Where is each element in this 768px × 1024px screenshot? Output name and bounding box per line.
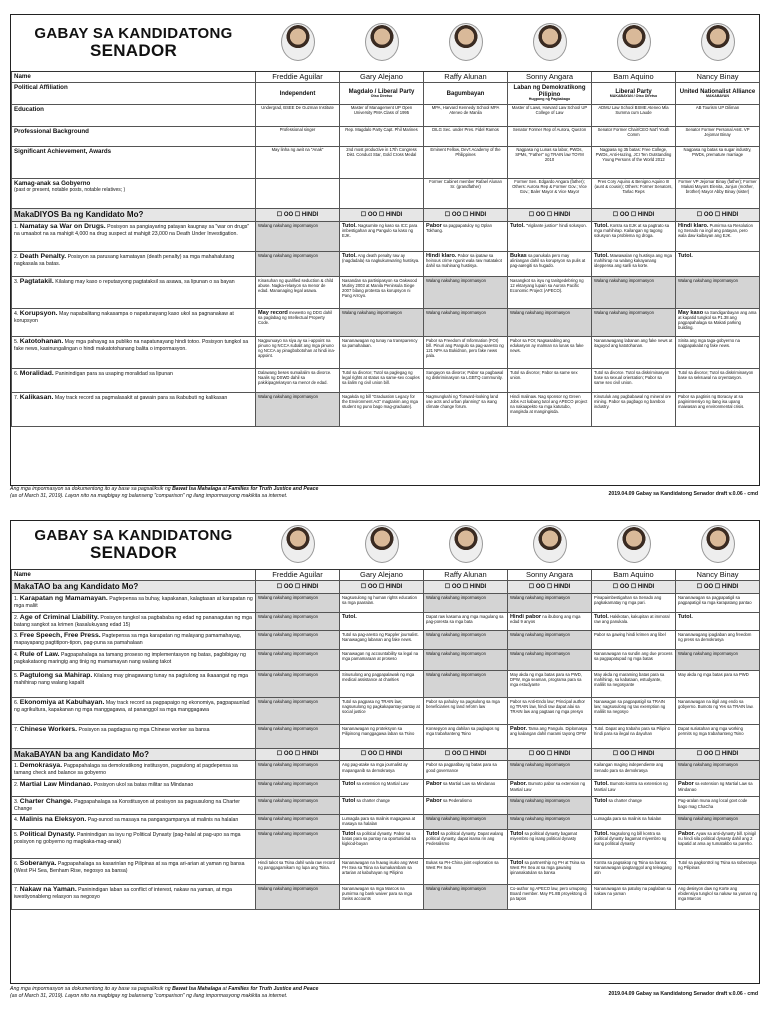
answer-cell: Walang nakuhang impormasyon bbox=[256, 251, 340, 276]
oo-hindi-checkbox[interactable]: ☐ OO ☐ HINDI bbox=[424, 209, 508, 221]
answer-cell: Ang pag-atake sa mga journalist ay mapanganib sa demokrasya bbox=[340, 761, 424, 780]
answer-cell: May akda ng mga batas para sa PWD, DPW, mga seaman, programa para sa mga estudyante bbox=[508, 670, 592, 697]
guide-table-1 bbox=[11, 15, 760, 427]
background-cell: Senator Former Personal Asst. VP Jejomar Binay bbox=[676, 127, 760, 147]
answer-cell: Tutol sa divorce. Tutol sa diskriminasyon base sa sexual orientation; Pabor sa same sex civil union. bbox=[592, 368, 676, 392]
relatives-cell: Former Cabinet member Rafael Alunan Sr. (grandfather) bbox=[424, 179, 508, 209]
achievement-cell: Eminent Fellow, Dev't Academy of the Philippines bbox=[424, 147, 508, 179]
answer-cell: Tutol. Ang death penalty raw ay (nagdadala) sa nagkukunwaring hustisya. bbox=[340, 251, 424, 276]
question-cell: 3. Pagtatakil. Kilalang may kaso o reputasyong pagtataksil sa asawa, sa lipunan o sa bayan bbox=[12, 276, 256, 308]
answer-cell: Tutol sa extension ng Martial Law bbox=[340, 780, 424, 797]
question-row bbox=[12, 308, 760, 336]
candidate-photo bbox=[449, 525, 483, 563]
answer-cell: Tutol sa political dynasty. Pabor sa batas para sa pantay na oportunidad sa kigkiod-bayan bbox=[340, 829, 424, 858]
answer-cell: Nananawagang ipaglaban ang freedom ng press sa demokrasya bbox=[676, 630, 760, 649]
answer-cell: Walang nakuhang impormasyon bbox=[256, 593, 340, 612]
oo-hindi-checkbox[interactable]: ☐ OO ☐ HINDI bbox=[676, 748, 760, 760]
answer-cell: Ang desisyon daw ng Korte ang ebidensiya tungkol sa nakaw na yaman ng mga Marcos bbox=[676, 884, 760, 909]
question-row bbox=[12, 649, 760, 670]
question-cell: 7. Kalikasan. May track record sa pagmalasakit at gawain para sa ikabubuti ng kalikasan bbox=[12, 392, 256, 426]
answer-cell: Tutol. Dapat ang trabaho para sa Pilipino hindi para sa ilegal na dayuhan bbox=[592, 724, 676, 748]
answer-cell: Sinita ang mga taga-gobyerno na nagpapakalat ng fake news. bbox=[676, 336, 760, 368]
question-cell: 4. Malinis na Eleksyon. Pag-sunod sa masaya na pangangampanya at malinis na halalan bbox=[12, 814, 256, 829]
question-row bbox=[12, 630, 760, 649]
oo-hindi-checkbox[interactable]: ☐ OO ☐ HINDI bbox=[592, 581, 676, 593]
answer-cell: Walang nakuhang impormasyon bbox=[508, 593, 592, 612]
answer-cell: Nagmungkahi ng "forward-looking land use acts and urban planning" sa isang climate change forum. bbox=[424, 392, 508, 426]
answer-cell: Walang nakuhang impormasyon bbox=[676, 649, 760, 670]
question-row bbox=[12, 392, 760, 426]
question-row bbox=[12, 276, 760, 308]
answer-cell: Pabor sa gawing hindi krimen ang libel bbox=[592, 630, 676, 649]
relatives-cell: Pres Cory Aquino & Benigno Aquino III (aunt & cousin); Others: Former Senators, Tarlac Reps bbox=[592, 179, 676, 209]
oo-hindi-checkbox[interactable]: ☐ OO ☐ HINDI bbox=[256, 748, 340, 760]
answer-cell: Hindi klaro. Pabor sa ipataw sa heinous crime ngunit wala raw matatakot dahil sa mahinang hustisya. bbox=[424, 251, 508, 276]
answer-cell: Kontra sa pagsakop ng Tsina sa bansa; Nananawagan ipagtanggol ang teleagang atin bbox=[592, 858, 676, 884]
title-line-2: SENADOR bbox=[89, 40, 178, 60]
oo-hindi-checkbox[interactable]: ☐ OO ☐ HINDI bbox=[676, 581, 760, 593]
answer-cell: Dalawang beses sumailalim sa divorce. Naalis ng DSWD dahil sa pakikipagrelasyon sa menor de edad. bbox=[256, 368, 340, 392]
answer-cell: Bukas sa PH-China joint exploration sa West PH Sea bbox=[424, 858, 508, 884]
question-cell: 1. Namatay sa War on Drugs. Posisyon sa pangiayaring patayan kaugnay sa "war on drugs" na umaabot na sa mahigit 4,000 na drug suspect at mahigit 23,000 na Death Under Investigation. bbox=[12, 221, 256, 251]
answer-cell: Nagpunuayo na siya ay sa i-appoint na pinuno ng NCCA subalit ang mga pinuno ng NCCA ay pinagbobotohan at hindi ina-appoint. bbox=[256, 336, 340, 368]
oo-hindi-checkbox[interactable]: ☐ OO ☐ HINDI bbox=[256, 581, 340, 593]
oo-hindi-checkbox[interactable]: ☐ OO ☐ HINDI bbox=[340, 581, 424, 593]
section-title: MakaTAO ba ang Kandidato Mo? bbox=[12, 581, 256, 593]
answer-cell: Hindi pabor na ibubong ang mga edad 9 anyos bbox=[508, 612, 592, 630]
title-line-2: SENADOR bbox=[89, 542, 178, 562]
answer-cell: Pabor sa pahuloy na pagsulong sa mga beneficiaries ng land reform law bbox=[424, 697, 508, 724]
row-label-achievement: Significant Achievement, Awards bbox=[12, 147, 256, 179]
candidate-photo bbox=[617, 525, 651, 563]
question-cell: 1. Demokrasya. Pagpapahalaga sa demokratikong institusyon, pagsulong at pagdepensa sa tamang check and balance sa gobyerno bbox=[12, 761, 256, 780]
answer-cell: Pabor. Bumoto pabor sa extension ng Martial Law bbox=[508, 780, 592, 797]
education-cell: MPA, Harvard Kennedy School MPA Ateneo de Manila bbox=[424, 105, 508, 127]
answer-cell: Walang nakuhang impormasyon bbox=[256, 630, 340, 649]
row-label-background: Professional Background bbox=[12, 127, 256, 147]
candidate-photo bbox=[617, 23, 651, 61]
question-cell: 3. Free Speech, Free Press. Pagtepensa sa mga karapatan ng malayang pamamahayag, mapayapang pagtitipon-tipon, pag-puna sa pamahalaan bbox=[12, 630, 256, 649]
section-title: MakaDIYOS Ba ng Kandidato Mo? bbox=[12, 209, 256, 221]
answer-cell: Tutol sa political dynasty bagamat miyembro ng isang political dynasty bbox=[508, 829, 592, 858]
title-line-1: GABAY SA KANDIDATONG bbox=[34, 24, 233, 42]
oo-hindi-checkbox[interactable]: ☐ OO ☐ HINDI bbox=[340, 748, 424, 760]
question-cell: 6. Ekonomiya at Kabuhayan. May track record sa pagpapaigo ng ekonomiya, pagpapaunlad ng agrikultura, kapakanan ng mga manggagawa, at pananggol sa mga manggagawa bbox=[12, 697, 256, 724]
page-2 bbox=[10, 520, 760, 984]
question-row bbox=[12, 221, 760, 251]
answer-cell: Walang nakuhang impormasyon bbox=[256, 670, 340, 697]
answer-cell: Walang nakuhang impormasyon bbox=[256, 814, 340, 829]
education-cell: Undergrad, BSEE De Guzman Institute bbox=[256, 105, 340, 127]
answer-cell: May akda ng maraming batas para sa mahihirap, sa kabataan, estudyante, maliliit na negosyante bbox=[592, 670, 676, 697]
answer-cell: May kaso sa Sandiganbayan ang ama at kapatid tungkol sa P1.38 ang pagpapahalaga sa Makati parking building. bbox=[676, 308, 760, 336]
answer-cell: Walang nakuhang impormasyon bbox=[592, 308, 676, 336]
title-block bbox=[12, 15, 256, 71]
party-cell: United Nationalist Alliance MAKABAYAN bbox=[676, 83, 760, 105]
answer-cell: Tutol sa partnership ng PH at Tsina sa West PH Sea at sa mga gawaing ipinanakatulan sa bansa bbox=[508, 858, 592, 884]
achievement-cell: May linha ng awit na "Anak" bbox=[256, 147, 340, 179]
candidate-photo bbox=[281, 23, 315, 61]
answer-cell: Sangayon sa divorce; Pabor sa pagbawal ng diskriminasyon sa LGBTQ community. bbox=[424, 368, 508, 392]
candidate-photo bbox=[365, 23, 399, 61]
candidate-photo bbox=[701, 23, 735, 61]
candidate-name: Sonny Angara bbox=[508, 71, 592, 83]
relatives-cell bbox=[256, 179, 340, 209]
row-label-education: Education bbox=[12, 105, 256, 127]
answer-cell: Pabor sa pagpapatuloy ng Oplan Tokhang. bbox=[424, 221, 508, 251]
footer-note: Ang mga impormasyon sa dokumentong ito ay base sa pagsaliksik ng Bawat Isa Mahalaga at Families for Truth Justice and Peace (as of March 31, 2019). Layon nito na magbigay ng balanseng "comparison" ng ilang impormasyong makikita sa internet. bbox=[10, 986, 319, 999]
answer-cell: Walang nakuhang impormasyon bbox=[424, 884, 508, 909]
candidate-name: Sonny Angara bbox=[508, 569, 592, 581]
party-cell: Laban ng Demokratikong Pilipino Hugpong ng Pagbabago bbox=[508, 83, 592, 105]
education-cell: Master of Management UP Open University PMA Class of 1995 bbox=[340, 105, 424, 127]
candidate-photo bbox=[533, 23, 567, 61]
answer-cell: Walang nakuhang impormasyon bbox=[424, 593, 508, 612]
background-cell: Senator Former Chair/CEO Nat'l Youth Comm bbox=[592, 127, 676, 147]
answer-cell: Tutol sa pag-aresto ng Rappler journalist. Nanawagang labanan ang fake news. bbox=[340, 630, 424, 649]
answer-cell: Pabor sa Pederalismo bbox=[424, 797, 508, 814]
oo-hindi-checkbox[interactable]: ☐ OO ☐ HINDI bbox=[592, 209, 676, 221]
party-cell: Bagumbayan bbox=[424, 83, 508, 105]
answer-cell: Pabor sa pagpatibay ng batas para sa good governance bbox=[424, 761, 508, 780]
footer-note: Ang mga impormasyon sa dokumentong ito ay base sa pagsaliksik ng Bawat Isa Mahalaga at Families for Truth Justice and Peace (as of March 31, 2019). Layon nito na magbigay ng balanseng "comparison" ng ilang impormasyong makikita sa internet. bbox=[10, 486, 319, 499]
answer-cell: Walang nakuhang impormasyon bbox=[676, 814, 760, 829]
education-cell: AB Tourism UP Diliman bbox=[676, 105, 760, 127]
candidate-photo bbox=[533, 525, 567, 563]
answer-cell: Nananawagan sa mga Marcos na pumirma ng bank waiver para sa mga Swiss accounts bbox=[340, 884, 424, 909]
question-row bbox=[12, 797, 760, 814]
question-row bbox=[12, 593, 760, 612]
answer-cell: Tutol. Kontra sa EJK at sa pagtrato sa mga mahihirap. Kailangan ng tagong solusyon sa problema ng droga. bbox=[592, 221, 676, 251]
answer-cell: Hindi malinaw. Nag sponsor ng Green Jobs Act kabang tutol ang APECO project na nakaapekto sa mga katutubo, mangisda at mangingisda. bbox=[508, 392, 592, 426]
question-cell: 2. Death Penalty. Posisyon sa parusang kamatayan (death penalty) sa mga mahahalutang nagkasala sa batas. bbox=[12, 251, 256, 276]
question-row bbox=[12, 724, 760, 748]
candidate-name: Gary Alejano bbox=[340, 569, 424, 581]
answer-cell: Nasangkot sa isyu ng tanitgedebring ng 12 ektaryang lupain sa Aurora Pacific Economic Project (APECO). bbox=[508, 276, 592, 308]
question-row bbox=[12, 251, 760, 276]
question-cell: 4. Rule of Law. Pagpapahalaga sa tamang proseso ng implementasyon ng batas, pagbibigay ng pagkakataong maringig ang tinig ng mamamayan nang walang takot bbox=[12, 649, 256, 670]
question-row bbox=[12, 858, 760, 884]
answer-cell: Walang nakuhang impormasyon bbox=[424, 649, 508, 670]
answer-cell: Sinusulong ang pagpapalawak ng mga medical assistance at charities bbox=[340, 670, 424, 697]
question-cell: 7. Nakaw na Yaman. Paninindigan laban sa conflict of interest, nakaw na yaman, at mga iwestiyonableng relasyon sa negosyo bbox=[12, 884, 256, 909]
answer-cell: Walang nakuhang impormasyon bbox=[424, 308, 508, 336]
answer-cell: Dapat raw kasama ang mga magulang sa pag-poresta sa mga bata bbox=[424, 612, 508, 630]
answer-cell: Tutol sa pagkontrol ng Tsina sa soberanya ng Pilipinas bbox=[676, 858, 760, 884]
question-cell: 2. Martial Law Mindanao. Posisyon ukol sa batas militar sa Mindanao bbox=[12, 780, 256, 797]
answer-cell: Bukas sa panukala pero may alinlangan dahil sa korupsyon sa pulis at pag-aaregiti sa hugado. bbox=[508, 251, 592, 276]
answer-cell: Tutol. bbox=[340, 612, 424, 630]
achievement-cell: Nagpasa ng batas sa sugar industry, PWDs, premature marriage bbox=[676, 147, 760, 179]
answer-cell: Tutol sa divorce; Tutol sa diskriminasyon base sa seksuwal na oryentasyon. bbox=[676, 368, 760, 392]
answer-cell: Walang nakuhang impormasyon bbox=[256, 392, 340, 426]
achievement-cell: 2nd most productive in 17th Congress Dist. Conduct Star, Gold Cross Medal bbox=[340, 147, 424, 179]
answer-cell: Konsepyon ang dahilan sa paglagos ng mga trabahanteng Tsino bbox=[424, 724, 508, 748]
title-line-1: GABAY SA KANDIDATONG bbox=[34, 526, 233, 544]
answer-cell: Tutol sa political dynasty. Dapat walang political dynasty, dapat isama rin ang Pederalismo bbox=[424, 829, 508, 858]
question-row bbox=[12, 368, 760, 392]
answer-cell: Walang nakuhang impormasyon bbox=[256, 797, 340, 814]
answer-cell: Tutol. bbox=[676, 612, 760, 630]
answer-cell: Nananawagan sa pagpapatigil sa pagpapatigil sa mga karapatang pantao bbox=[676, 593, 760, 612]
party-cell: Magdalo / Liberal Party Otso Diretso bbox=[340, 83, 424, 105]
answer-cell: Tutol. Mawawalan ng hustisya ang mga mahihirap na walang kakayanang ideppensa ang sarili sa korte. bbox=[592, 251, 676, 276]
oo-hindi-checkbox[interactable]: ☐ OO ☐ HINDI bbox=[592, 748, 676, 760]
answer-cell: Tutol. "Vigilante justice" hindi solusyon. bbox=[508, 221, 592, 251]
section-block bbox=[12, 581, 760, 748]
answer-cell: Walang nakuhang impormasyon bbox=[424, 814, 508, 829]
question-row bbox=[12, 780, 760, 797]
relatives-cell: Former Sen. Edgardo Angara (father); Others: Aurora Rep & Former Gov.; Vice Gov.; Baler Mayor & Vice Mayor bbox=[508, 179, 592, 209]
answer-cell: Kailangan maging independiente ang Senado para sa demokrasya bbox=[592, 761, 676, 780]
question-cell: 2. Age of Criminal Liability. Posisyon tungkol sa pagbababa ng edad ng pananagutan ng mga batang sangkot sa krimen (kasalukuyang edad 15) bbox=[12, 612, 256, 630]
achievement-cell: Nagpasa ng Lunas sa labor, PWDs, SPMs, "Father" ng TRAIN law TOYM 2010 bbox=[508, 147, 592, 179]
answer-cell: Pabor sa Martial Law sa Mindanao bbox=[424, 780, 508, 797]
oo-hindi-checkbox[interactable]: ☐ OO ☐ HINDI bbox=[508, 209, 592, 221]
answer-cell: Walang nakuhang impormasyon bbox=[256, 612, 340, 630]
candidate-photo bbox=[449, 23, 483, 61]
question-row bbox=[12, 612, 760, 630]
oo-hindi-checkbox[interactable]: ☐ OO ☐ HINDI bbox=[676, 209, 760, 221]
answer-cell: Tutol sa divorce; Pabor sa same sex union. bbox=[508, 368, 592, 392]
answer-cell: Walang nakuhang impormasyon bbox=[256, 829, 340, 858]
answer-cell: Nanawagan ng accountability sa legal na mga pamamaraan at proseso bbox=[340, 649, 424, 670]
answer-cell: Nananawagang labanan ang fake news at itaguyod ang katotohanan. bbox=[592, 336, 676, 368]
answer-cell: Nagsusulong ng human rights education sa mga paaralan. bbox=[340, 593, 424, 612]
background-cell: Senator Former Rep of Aurora, Quezon bbox=[508, 127, 592, 147]
candidate-photo bbox=[365, 525, 399, 563]
draft-label: 2019.04.09 Gabay sa Kandidatong Senador draft v.0.06 - cmd bbox=[608, 990, 758, 997]
answer-cell: Tutol. Nagsumite ng kaso sa ICC para imbestigahan ang Pangulo sa kaso ng EJK. bbox=[340, 221, 424, 251]
row-label-relatives: Kamag-anak sa Gobyerno (past or present, notable posts, notable relatives; ) bbox=[12, 179, 256, 209]
answer-cell: May record mewesto ng DDG dahil sa paglabag ng Intellectual Property Code. bbox=[256, 308, 340, 336]
answer-cell: Walang nakuhang impormasyon bbox=[592, 276, 676, 308]
answer-cell: Nananawagan ng proteksyon sa Pilipinong manggagawa laban sa Tsino bbox=[340, 724, 424, 748]
question-cell: 6. Moralidad. Paninindigan para sa usaping moralidad sa lipunan bbox=[12, 368, 256, 392]
candidate-photo bbox=[281, 525, 315, 563]
answer-cell: Walang nakuhang impormasyon bbox=[424, 630, 508, 649]
section-title: MakaBAYAN ba ang Kandidato Mo? bbox=[12, 748, 256, 760]
oo-hindi-checkbox[interactable]: ☐ OO ☐ HINDI bbox=[340, 209, 424, 221]
answer-cell: Pabor. Tama ang Pangulo. Diplomasya ang kailangan dahil marami tayong OFW bbox=[508, 724, 592, 748]
page-1 bbox=[10, 14, 760, 486]
answer-cell: Walang nakuhang impormasyon bbox=[508, 308, 592, 336]
answer-cell: Tutol sa pagpasa ng TRAIN law; nagsusulong ng pagkakapantay-pantay at social justice bbox=[340, 697, 424, 724]
answer-cell: Pag-aralan muna ang local govt code bago mag ChaCha bbox=[676, 797, 760, 814]
answer-cell: Nananawagan na sundin ang due process sa pagpapatupad ng mga batas bbox=[592, 649, 676, 670]
answer-cell: Nagakda ng bill "Graduation Legacy for the Environment Act" magtanim ang mga student ng puno bago mag-graduate). bbox=[340, 392, 424, 426]
answer-cell: Walang nakuhang impormasyon bbox=[508, 761, 592, 780]
question-row bbox=[12, 829, 760, 858]
draft-label: 2019.04.09 Gabay sa Kandidatong Senador draft v.0.06 - cmd bbox=[608, 490, 758, 497]
answer-cell: Walang nakuhang impormasyon bbox=[256, 221, 340, 251]
candidate-name: Bam Aquino bbox=[592, 71, 676, 83]
section-block bbox=[12, 748, 760, 909]
relatives-cell bbox=[340, 179, 424, 209]
question-row bbox=[12, 884, 760, 909]
question-row bbox=[12, 761, 760, 780]
background-cell: DILG Sec. under Pres. Fidel Ramos bbox=[424, 127, 508, 147]
answer-cell: Walang nakuhang impormasyon bbox=[256, 761, 340, 780]
answer-cell: Walang nakuhang impormasyon bbox=[508, 814, 592, 829]
answer-cell: Kinasuhan ng qualified seduction & child abuse. Nagka-relasyon sa menor de edad. Mananaging legal asawa. bbox=[256, 276, 340, 308]
background-cell: Rep. Magdalo Party Capt. Phil Marines bbox=[340, 127, 424, 147]
footer-1 bbox=[10, 486, 758, 499]
oo-hindi-checkbox[interactable]: ☐ OO ☐ HINDI bbox=[424, 748, 508, 760]
oo-hindi-checkbox[interactable]: ☐ OO ☐ HINDI bbox=[508, 581, 592, 593]
answer-cell: Tutol. Bumoto kontra sa extension ng Martial Law bbox=[592, 780, 676, 797]
oo-hindi-checkbox[interactable]: ☐ OO ☐ HINDI bbox=[508, 748, 592, 760]
background-cell: Professional singer bbox=[256, 127, 340, 147]
answer-cell: Pabor sa Anti-Endo law; Principal author ng TRAIN law, hindi raw dapat alai sa TRAIN law ang pagtaas ng mga presyo bbox=[508, 697, 592, 724]
education-cell: ADMU Law School BSME Ateneo Mla Summa cum Laude bbox=[592, 105, 676, 127]
question-cell: 5. Katotohanan. May mga pahayag sa publiko na napatunayang hindi totoo. Posisyon tungkol sa fake news, kasinungalingan o hindi makatotohanang balita o impormasyon. bbox=[12, 336, 256, 368]
title-block bbox=[12, 521, 256, 569]
candidate-name: Freddie Aguilar bbox=[256, 569, 340, 581]
answer-cell: Tutol sa charter change bbox=[340, 797, 424, 814]
answer-cell: Walang nakuhang impormasyon bbox=[256, 724, 340, 748]
candidate-name: Bam Aquino bbox=[592, 569, 676, 581]
answer-cell: Walang nakuhang impormasyon bbox=[340, 308, 424, 336]
question-cell: 1. Karapatan ng Mamamayan. Pagtepensa sa buhay, kapakanan, kalagtasan at karapatan ng mga maliit bbox=[12, 593, 256, 612]
answer-cell: Dapat suriatahan ang mga working permits ng mga trabahanteng Tsino bbox=[676, 724, 760, 748]
answer-cell: Tutol sa charter change bbox=[592, 797, 676, 814]
answer-cell: Pabor sa Freedom of Information (FOI) bill. Pinuri ang Pangulo sa pag-aaresto ng 121 NPA sa Bukidnon, pero fake news pala. bbox=[424, 336, 508, 368]
answer-cell: Pinapaimbestigahan sa Senado ang pagkakamatay ng mga pari. bbox=[592, 593, 676, 612]
candidate-name: Freddie Aguilar bbox=[256, 71, 340, 83]
candidate-photo bbox=[701, 525, 735, 563]
row-label-affiliation: Political Affiliation bbox=[12, 83, 256, 105]
answer-cell: Walang nakuhang impormasyon bbox=[424, 670, 508, 697]
answer-cell: Nananawagan ng tunay na transparency sa pamahalaan. bbox=[340, 336, 424, 368]
answer-cell: Lumagda para sa malinis na halalan bbox=[592, 814, 676, 829]
answer-cell: Co-author ng APECO law, pero umupong Board member. May P1.8B proyektong di pa tapos bbox=[508, 884, 592, 909]
question-cell: 4. Korupsyon. May napabalitang nakasampa o napatunayang kaso ukol sa pagnanakaw at korupsyon bbox=[12, 308, 256, 336]
answer-cell: Walang nakuhang impormasyon bbox=[424, 276, 508, 308]
row-label-name: Name bbox=[12, 569, 256, 581]
answer-cell: May akda ng mga batas para sa PWD bbox=[676, 670, 760, 697]
oo-hindi-checkbox[interactable]: ☐ OO ☐ HINDI bbox=[424, 581, 508, 593]
answer-cell: Nananawagan na huwag isuko ang West PH Sea sa Tsina na kumakambam sa artarian at kabuhayan ng Pilipino bbox=[340, 858, 424, 884]
party-cell: Independent bbox=[256, 83, 340, 105]
answer-cell: Tutol. bbox=[676, 251, 760, 276]
question-row bbox=[12, 336, 760, 368]
answer-cell: Lumagda para sa malinis magagawa at masaya na halalan bbox=[340, 814, 424, 829]
answer-cell: Tutol sa divorce; Tutol sa paglegag ng legal rights at status sa same-sex couples sa ilalim ng civil union bill. bbox=[340, 368, 424, 392]
candidate-name: Nancy Binay bbox=[676, 569, 760, 581]
candidate-name: Raffy Alunan bbox=[424, 569, 508, 581]
answer-cell: Pabor. Ayaw sa anti-dynasty bill. Ipinigil nu hindi sila political dynasty dahil ang 2 kapatid at ama ay tumatakbo sa pareho. bbox=[676, 829, 760, 858]
answer-cell: Walang nakuhang impormasyon bbox=[256, 649, 340, 670]
answer-cell: Tutol. Hakikotan, kakupitan at immoral raw ang panukala. bbox=[592, 612, 676, 630]
footer-2 bbox=[10, 986, 758, 999]
answer-cell: Nananawagan na itigil ang endo sa gobyerno. Bumoto ng Yes sa TRAIN law. bbox=[676, 697, 760, 724]
relatives-cell: Former VP Jejomar Binay (father); Former Makati Mayors Elenita, Junjun (mother, brother) Mayor Abby Binay (sister) bbox=[676, 179, 760, 209]
question-cell: 5. Political Dynasty. Paninindigan sa isyu ng Political Dynasty (pag-halal at pag-upo sa mga posisyon ng gobyerno ng magkaka-mag-anak) bbox=[12, 829, 256, 858]
question-row bbox=[12, 697, 760, 724]
question-cell: 5. Pagtulong sa Mahirap. Kilalang may ginagawang tunay na pagtulong sa ikaaangat ng mga mahihirap nang walang kapalit bbox=[12, 670, 256, 697]
question-row bbox=[12, 814, 760, 829]
answer-cell: Walang nakuhang impormasyon bbox=[676, 761, 760, 780]
answer-cell: Nasandan sa partisipasyon sa Oakwood Mutiny 2003 at Manila Peninsula Siege 2007 bilang protesta sa korupsyon ni Pang Arroyo. bbox=[340, 276, 424, 308]
answer-cell: Tutol. Nagsulong ng bill kontra sa political dynasty bagamat miyembro ng isang political dynasty bbox=[592, 829, 676, 858]
candidate-name: Gary Alejano bbox=[340, 71, 424, 83]
answer-cell: Pabor sa FOI; Nagsasabing ang edukasyon ay malman na lunas sa fake news. bbox=[508, 336, 592, 368]
guide-table-2 bbox=[11, 521, 760, 910]
section-block bbox=[12, 209, 760, 426]
answer-cell: Walang nakuhang impormasyon bbox=[256, 780, 340, 797]
candidate-name: Nancy Binay bbox=[676, 71, 760, 83]
answer-cell: Walang nakuhang impormasyon bbox=[256, 884, 340, 909]
question-cell: 3. Charter Change. Pagpapahalaga sa Konstitusyon at posisyon sa pagsusulong na Charter Change bbox=[12, 797, 256, 814]
answer-cell: Walang nakuhang impormasyon bbox=[508, 630, 592, 649]
answer-cell: Nanawagan sa pagpapatigil sa TRAIN law; nagsusulong ng tax exemption ng maliliit na negosyo bbox=[592, 697, 676, 724]
oo-hindi-checkbox[interactable]: ☐ OO ☐ HINDI bbox=[256, 209, 340, 221]
answer-cell: Hindi takot sa Tsina dahil wala raw record ng panggagamikam ng lupa ang Tsina. bbox=[256, 858, 340, 884]
row-label-name: Name bbox=[12, 71, 256, 83]
education-cell: Master of Laws, Harvard Law School UP College of Law bbox=[508, 105, 592, 127]
party-cell: Liberal Party MAKABAYAN / Otso Diretso bbox=[592, 83, 676, 105]
answer-cell: Walang nakuhang impormasyon bbox=[256, 697, 340, 724]
question-row bbox=[12, 670, 760, 697]
answer-cell: Walang nakuhang impormasyon bbox=[508, 797, 592, 814]
answer-cell: Walang nakuhang impormasyon bbox=[508, 649, 592, 670]
achievement-cell: Nagpasa ng 35 batas: Free College, PWDs, Anti-Hazing, JCI Ten Outstanding Young Persons of the World 2012 bbox=[592, 147, 676, 179]
answer-cell: Nananawagan sa patuloy na paglaban sa nakaw na yaman bbox=[592, 884, 676, 909]
candidate-name: Raffy Alunan bbox=[424, 71, 508, 83]
question-cell: 7. Chinese Workers. Posisyon sa pagdagsa ng mga Chinese worker sa bansa bbox=[12, 724, 256, 748]
answer-cell: Pabor sa extension ng Martial Law sa Mindanao bbox=[676, 780, 760, 797]
question-cell: 6. Soberanya. Pagpapahalaga sa kasarinlan ng Pilipinas at sa mga ari-arian at yaman ng bansa (West PH Sea, Benham Rise, negosyo sa bansa) bbox=[12, 858, 256, 884]
answer-cell: Pabor sa pagtinis ng Boracay at sa paginintensiyo ng itang isa upang maiwasan ang environmental crisis. bbox=[676, 392, 760, 426]
answer-cell: Hindi klaro. Pumirma sa Resolution ng Senado na ingil ang patayan, pero wala daw kaibayan ang EJK. bbox=[676, 221, 760, 251]
answer-cell: Kinutuluk ang pagbabawal ng mineral ore mining. Pabor sa pagbago ng bamboo industry. bbox=[592, 392, 676, 426]
answer-cell: Walang nakuhang impormasyon bbox=[676, 276, 760, 308]
